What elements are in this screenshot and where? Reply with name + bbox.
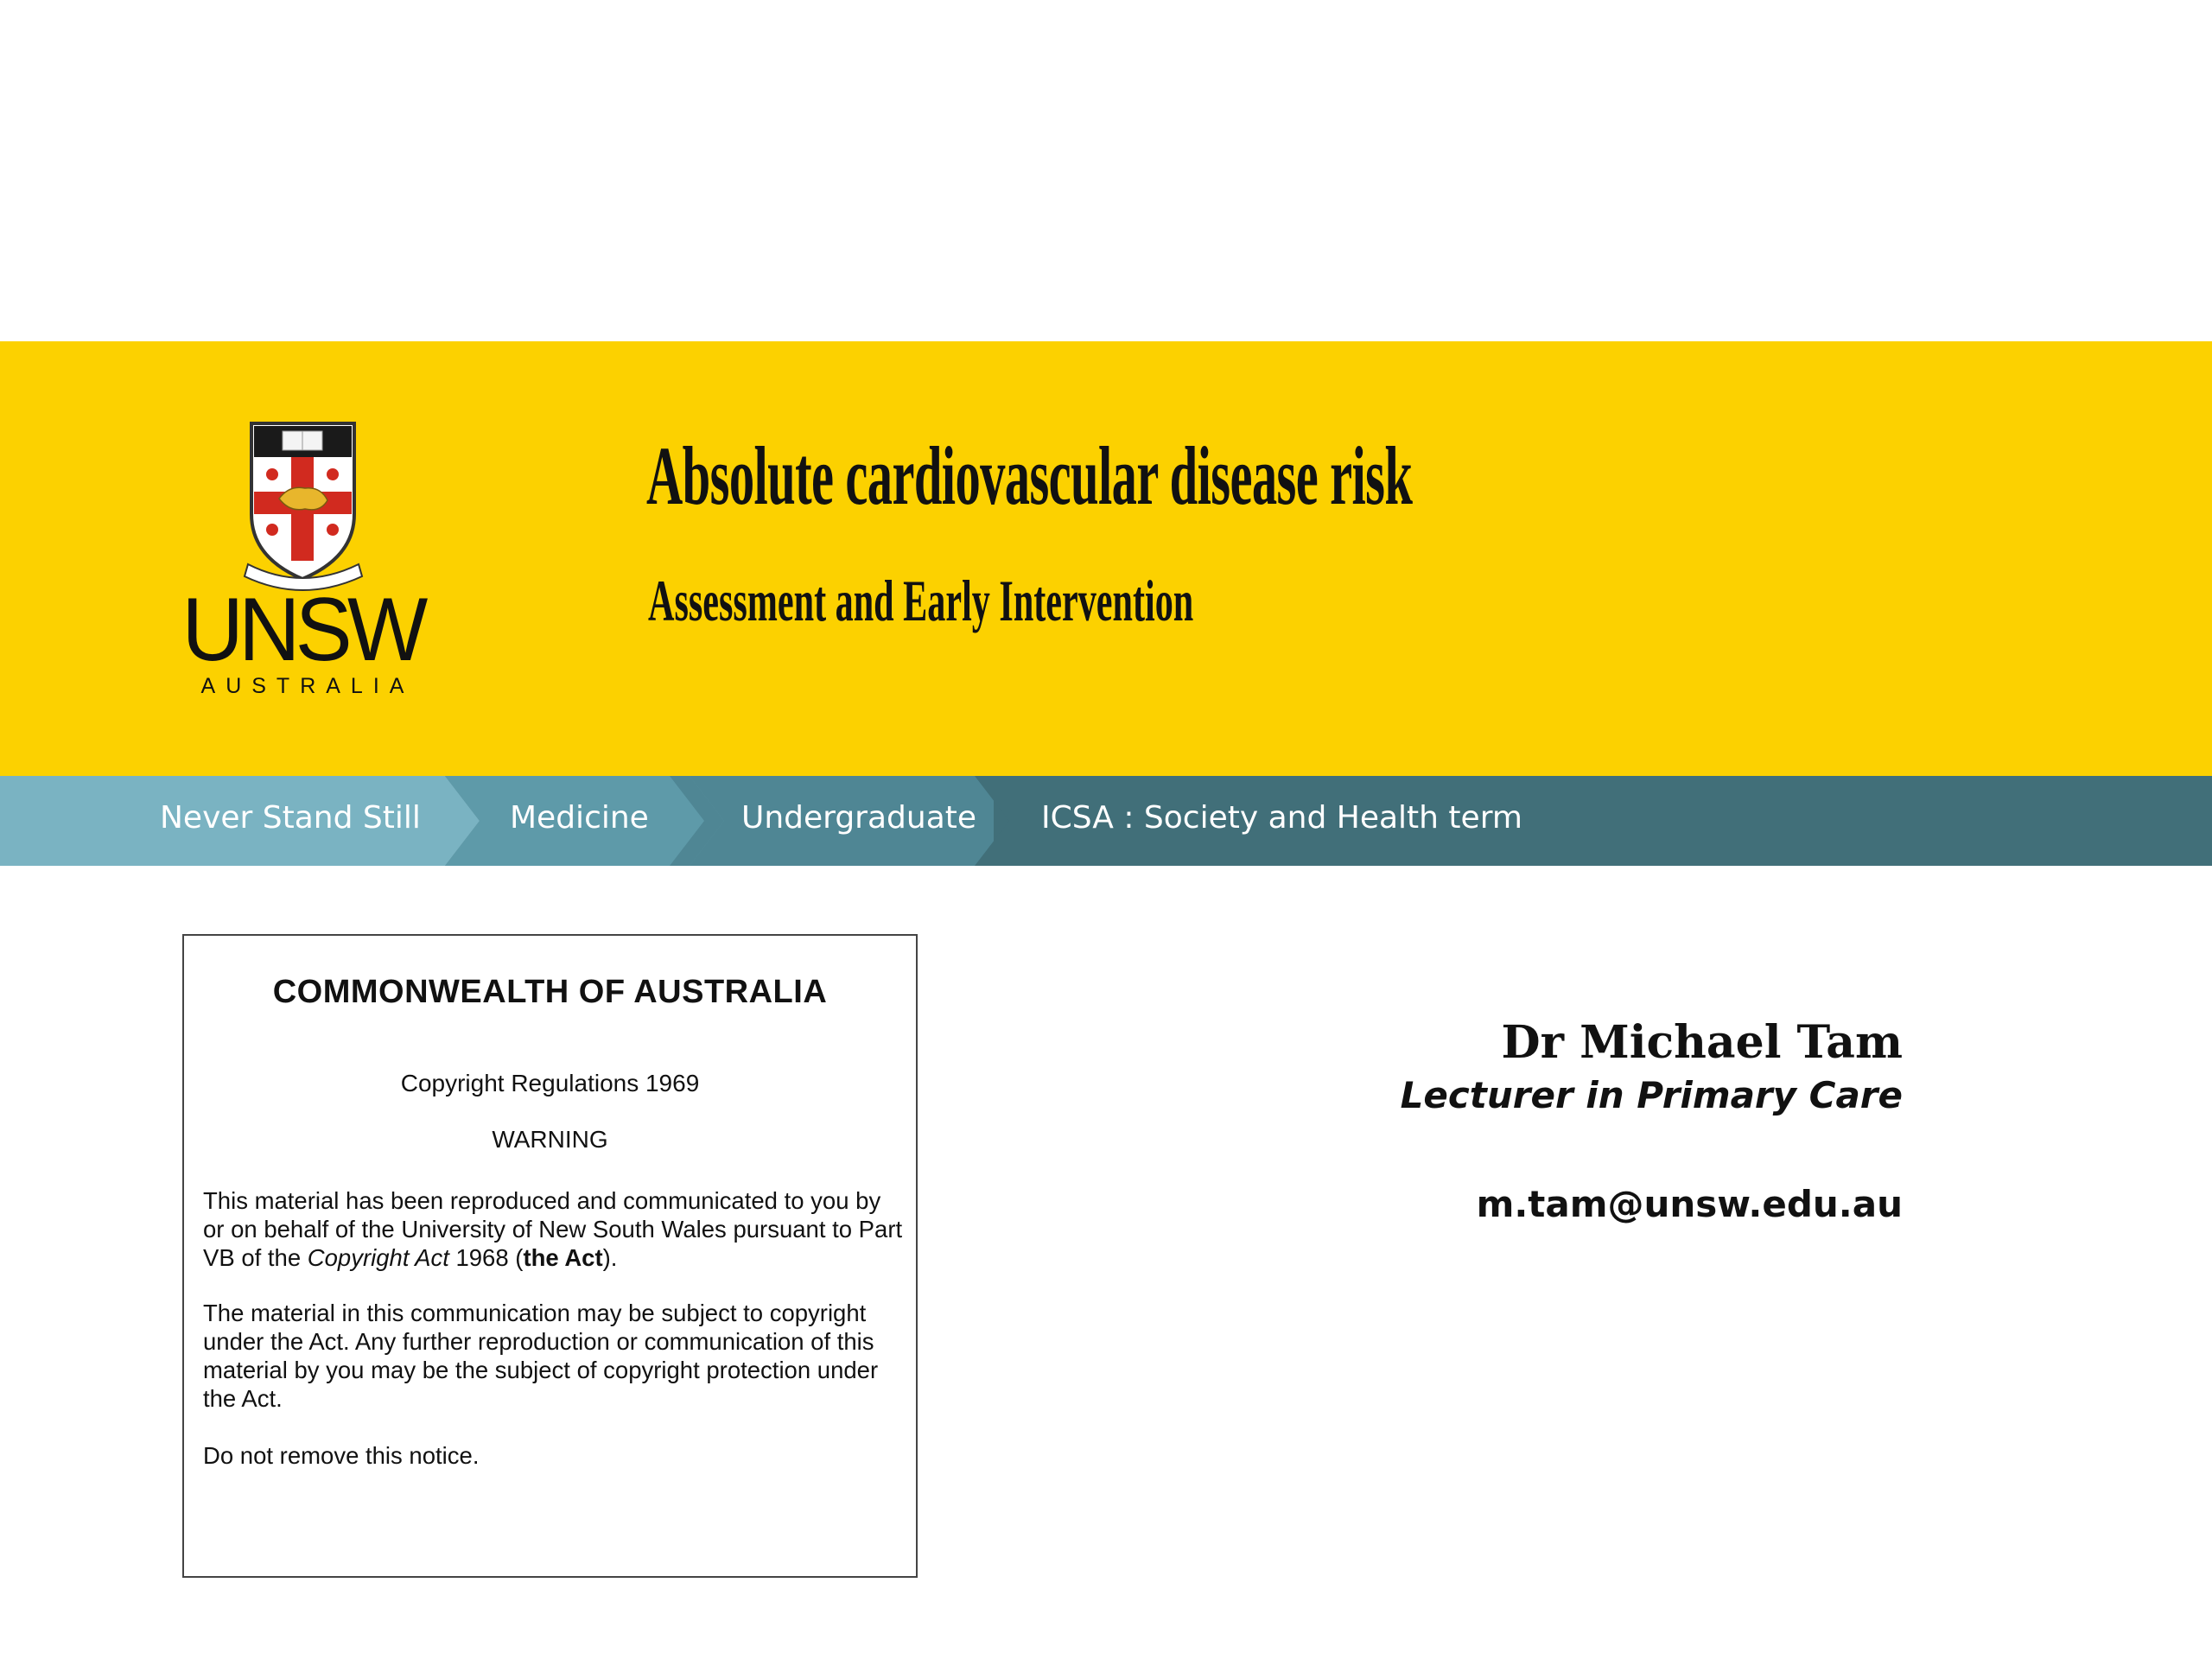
notice-paragraph-reproduction bbox=[203, 1186, 903, 1272]
notice-regulations: Copyright Regulations 1969 bbox=[400, 1070, 700, 1096]
notice-warning: WARNING bbox=[492, 1126, 608, 1153]
breadcrumb-item-icsa[interactable]: ICSA : Society and Health term bbox=[1041, 800, 1522, 836]
unsw-country-label: AUSTRALIA bbox=[200, 674, 415, 698]
unsw-logo bbox=[168, 419, 436, 704]
notice-heading: COMMONWEALTH OF AUSTRALIA bbox=[272, 974, 828, 1010]
slide-subtitle: Assessment and Early Intervention bbox=[648, 568, 1194, 633]
presenter-name: Dr Michael Tam bbox=[1501, 1016, 1903, 1069]
copyright-notice bbox=[182, 934, 918, 1578]
breadcrumb-item-medicine[interactable]: Medicine bbox=[510, 800, 649, 836]
presenter-email[interactable]: m.tam@unsw.edu.au bbox=[1476, 1183, 1903, 1225]
slide-title: Absolute cardiovascular disease risk bbox=[646, 429, 1413, 522]
presenter-info bbox=[1401, 1015, 1903, 1228]
notice-p1-act-name: Copyright Act bbox=[307, 1244, 449, 1271]
breadcrumb bbox=[0, 776, 2212, 866]
notice-paragraph-copyright: The material in this communication may be subject to copyright under the Act. Any further reproduction or communication of this material by you may be the subject of copyright protection under the Act. bbox=[203, 1300, 879, 1412]
presenter-role: Lecturer in Primary Care bbox=[1400, 1074, 1903, 1116]
notice-p1-end: ). bbox=[602, 1244, 618, 1271]
unsw-crest-icon bbox=[168, 419, 436, 592]
notice-p1-year: 1968 ( bbox=[448, 1244, 524, 1271]
notice-paragraph-do-not-remove: Do not remove this notice. bbox=[203, 1442, 480, 1469]
breadcrumb-item-undergraduate[interactable]: Undergraduate bbox=[741, 800, 977, 836]
unsw-wordmark: UNSW bbox=[181, 580, 423, 680]
breadcrumb-item-never-stand-still[interactable]: Never Stand Still bbox=[160, 800, 421, 836]
notice-p1-act-short: the Act bbox=[523, 1244, 603, 1271]
notice-p1-text: This material has been reproduced and communicated to you by or on behalf of the University of New South Wales pursuant to Part VB of the bbox=[203, 1187, 903, 1271]
